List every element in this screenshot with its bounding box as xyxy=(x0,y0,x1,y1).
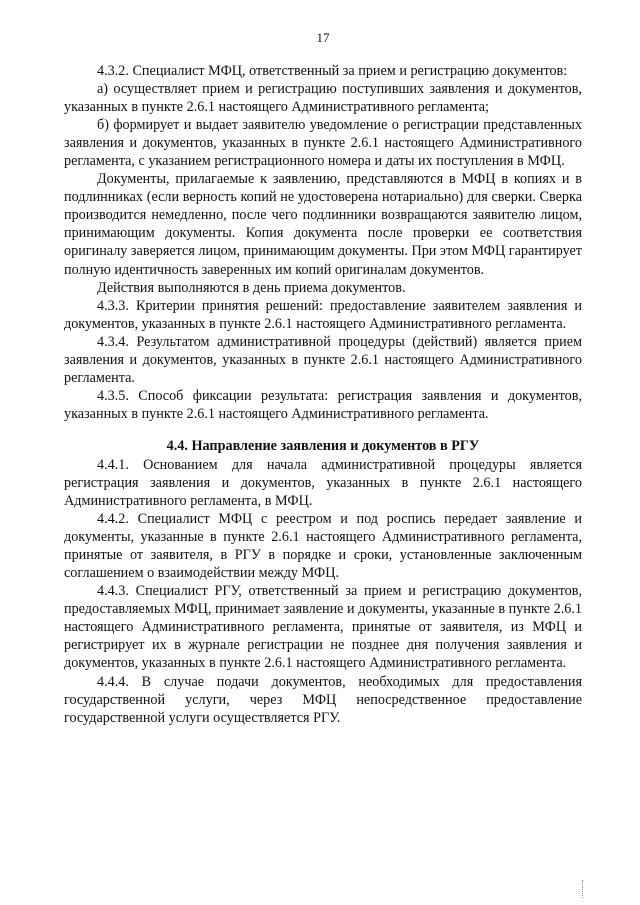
section-4-4 xyxy=(64,437,582,727)
paragraph-4-3-4: 4.3.4. Результатом административной процедуры (действий) является прием заявления и документов, указанных в пункте 2.6.1 настоящего Административного регламента. xyxy=(64,333,582,386)
paragraph-4-3-2: 4.3.2. Специалист МФЦ, ответственный за прием и регистрацию документов: xyxy=(97,63,568,79)
paragraph-4-3-3: 4.3.3. Критерии принятия решений: предоставление заявителем заявления и документов, указанных в пункте 2.6.1 настоящего Административного регламента. xyxy=(64,297,582,332)
section-heading: 4.4. Направление заявления и документов в РГУ xyxy=(166,437,480,454)
paragraph-same-day: Действия выполняются в день приема документов. xyxy=(97,279,406,296)
paragraph-4-4-2: 4.4.2. Специалист МФЦ с реестром и под роспись передает заявление и документы, указанные в пункте 2.6.1 настоящего Административного регламента, принятые от заявителя, в РГУ в порядке и сроки, установленные заключенным соглашением о взаимодействии между МФЦ. xyxy=(64,511,582,582)
page-number: 17 xyxy=(316,30,330,45)
paragraph-4-3-5: 4.3.5. Способ фиксации результата: регистрация заявления и документов, указанных в пункте 2.6.1 настоящего Административного регламента. xyxy=(64,387,582,422)
paragraph-4-3-2-b: б) формирует и выдает заявителю уведомление о регистрации представленных заявления и документов, указанных в пункте 2.6.1 настоящего Административного регламента, с указанием регистрационного номера и даты их поступления в МФЦ. xyxy=(64,117,582,170)
paragraph-4-4-3: 4.4.3. Специалист РГУ, ответственный за прием и регистрацию документов, предоставляемых МФЦ, принимает заявление и документы, указанные в пункте 2.6.1 настоящего Административного регламента, принятые от заявителя, из МФЦ и регистрирует их в журнале регистрации не позднее дня получения заявления и документов, указанных в пункте 2.6.1 настоящего Административного регламента. xyxy=(64,583,582,672)
paragraph-4-3-2-a: а) осуществляет прием и регистрацию поступивших заявления и документов, указанных в пункте 2.6.1 настоящего Административного регламента; xyxy=(64,81,582,116)
scan-artifact-mark xyxy=(582,880,584,898)
section-4-3 xyxy=(64,62,582,423)
paragraph-4-4-1: 4.4.1. Основанием для начала административной процедуры является регистрация заявления и документов, указанных в пункте 2.6.1 настоящего Административного регламента, в МФЦ. xyxy=(64,456,582,510)
paragraph-4-4-4: 4.4.4. В случае подачи документов, необходимых для предоставления государственной услуги, через МФЦ непосредственное предоставление государственной услуги осуществляется РГУ. xyxy=(64,673,582,726)
paragraph-documents-copies: Документы, прилагаемые к заявлению, представляются в МФЦ в копиях и в подлинниках (если верность копий не удостоверена нотариально) для сверки. Сверка производится немедленно, после чего подлинники возвращаются заявителю лицом, принимающим документы. Копия документа после проверки ее соответствия оригиналу заверяется лицом, принимающим документы. При этом МФЦ гарантирует полную идентичность заверенных им копий оригиналам документов. xyxy=(64,171,583,278)
